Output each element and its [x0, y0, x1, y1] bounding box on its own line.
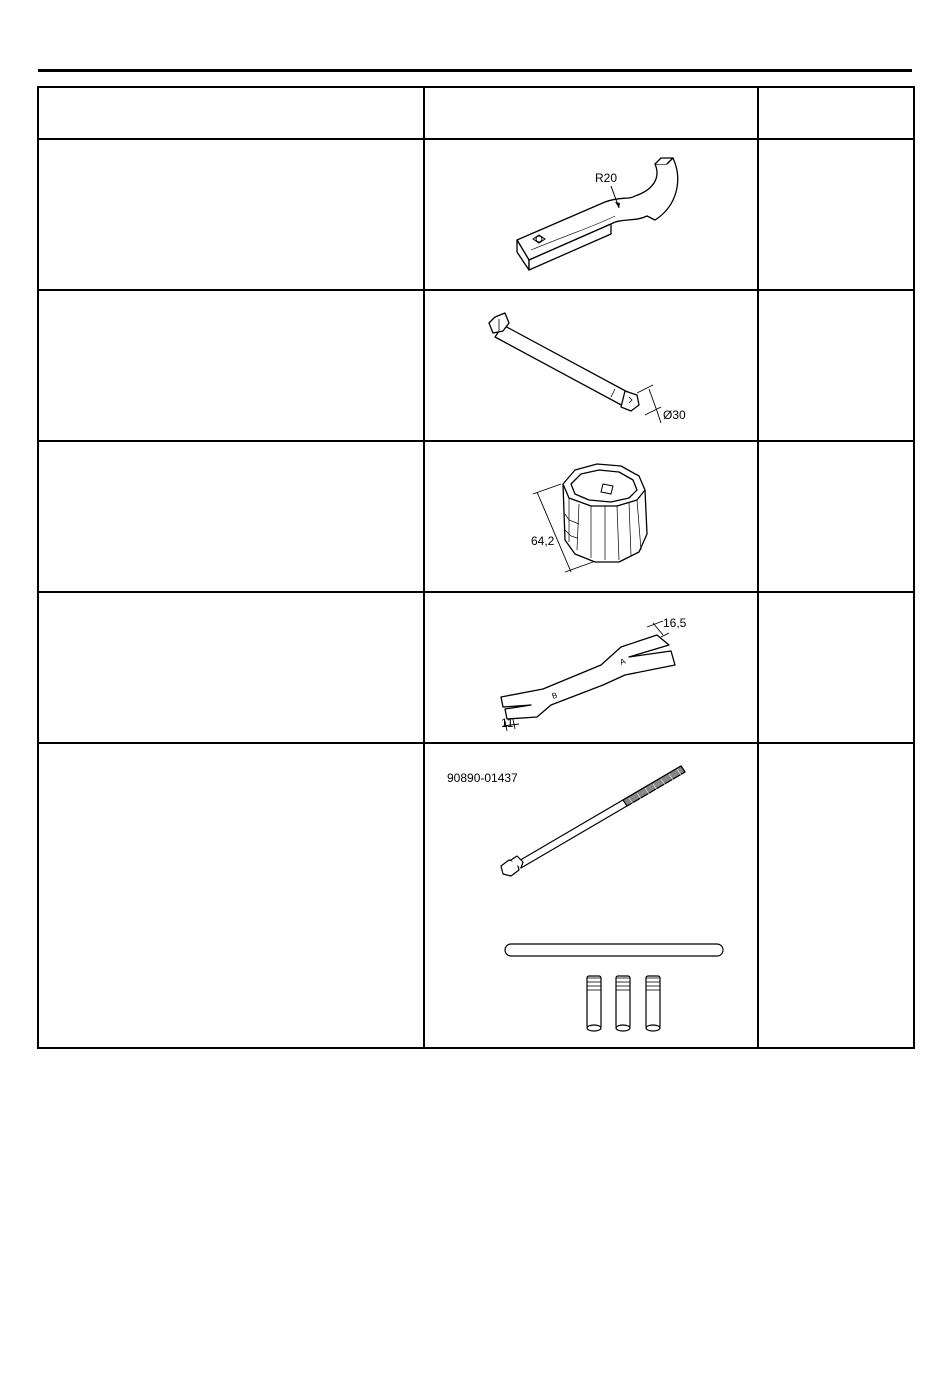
tool-description — [38, 441, 424, 592]
damper-rod-holder-icon — [425, 291, 759, 440]
svg-text:A: A — [618, 656, 627, 667]
table-row — [38, 139, 914, 290]
label-diameter: Ø30 — [663, 408, 686, 422]
label-width-b: 11 — [501, 716, 514, 730]
header-description — [38, 87, 424, 139]
tool-part-number — [758, 139, 914, 290]
label-width-a: 16,5 — [663, 616, 687, 630]
tool-illustration-cell — [424, 441, 758, 592]
label-size: 64,2 — [531, 534, 555, 548]
svg-text:B: B — [550, 690, 559, 701]
table-header-row — [38, 87, 914, 139]
label-part-number: 90890-01437 — [447, 771, 518, 785]
header-illustration — [424, 87, 758, 139]
hook-wrench-icon — [425, 140, 759, 289]
tool-part-number — [758, 441, 914, 592]
puller-bolt-set-icon — [425, 744, 759, 1047]
tool-description — [38, 139, 424, 290]
tool-description — [38, 592, 424, 743]
table-row — [38, 743, 914, 1048]
table-row — [38, 290, 914, 441]
tool-description — [38, 290, 424, 441]
special-tools-table — [37, 86, 915, 1049]
tool-part-number — [758, 592, 914, 743]
top-rule — [38, 69, 912, 72]
tool-part-number — [758, 290, 914, 441]
label-radius: R20 — [595, 171, 618, 185]
table-row — [38, 441, 914, 592]
tool-illustration-cell — [424, 592, 758, 743]
tool-part-number — [758, 743, 914, 1048]
tool-description — [38, 743, 424, 1048]
tool-illustration-cell — [424, 290, 758, 441]
oil-filter-wrench-icon — [425, 442, 759, 591]
table-row — [38, 592, 914, 743]
header-part — [758, 87, 914, 139]
double-ended-wrench-icon — [425, 593, 759, 742]
tool-illustration-cell — [424, 743, 758, 1048]
tool-illustration-cell — [424, 139, 758, 290]
